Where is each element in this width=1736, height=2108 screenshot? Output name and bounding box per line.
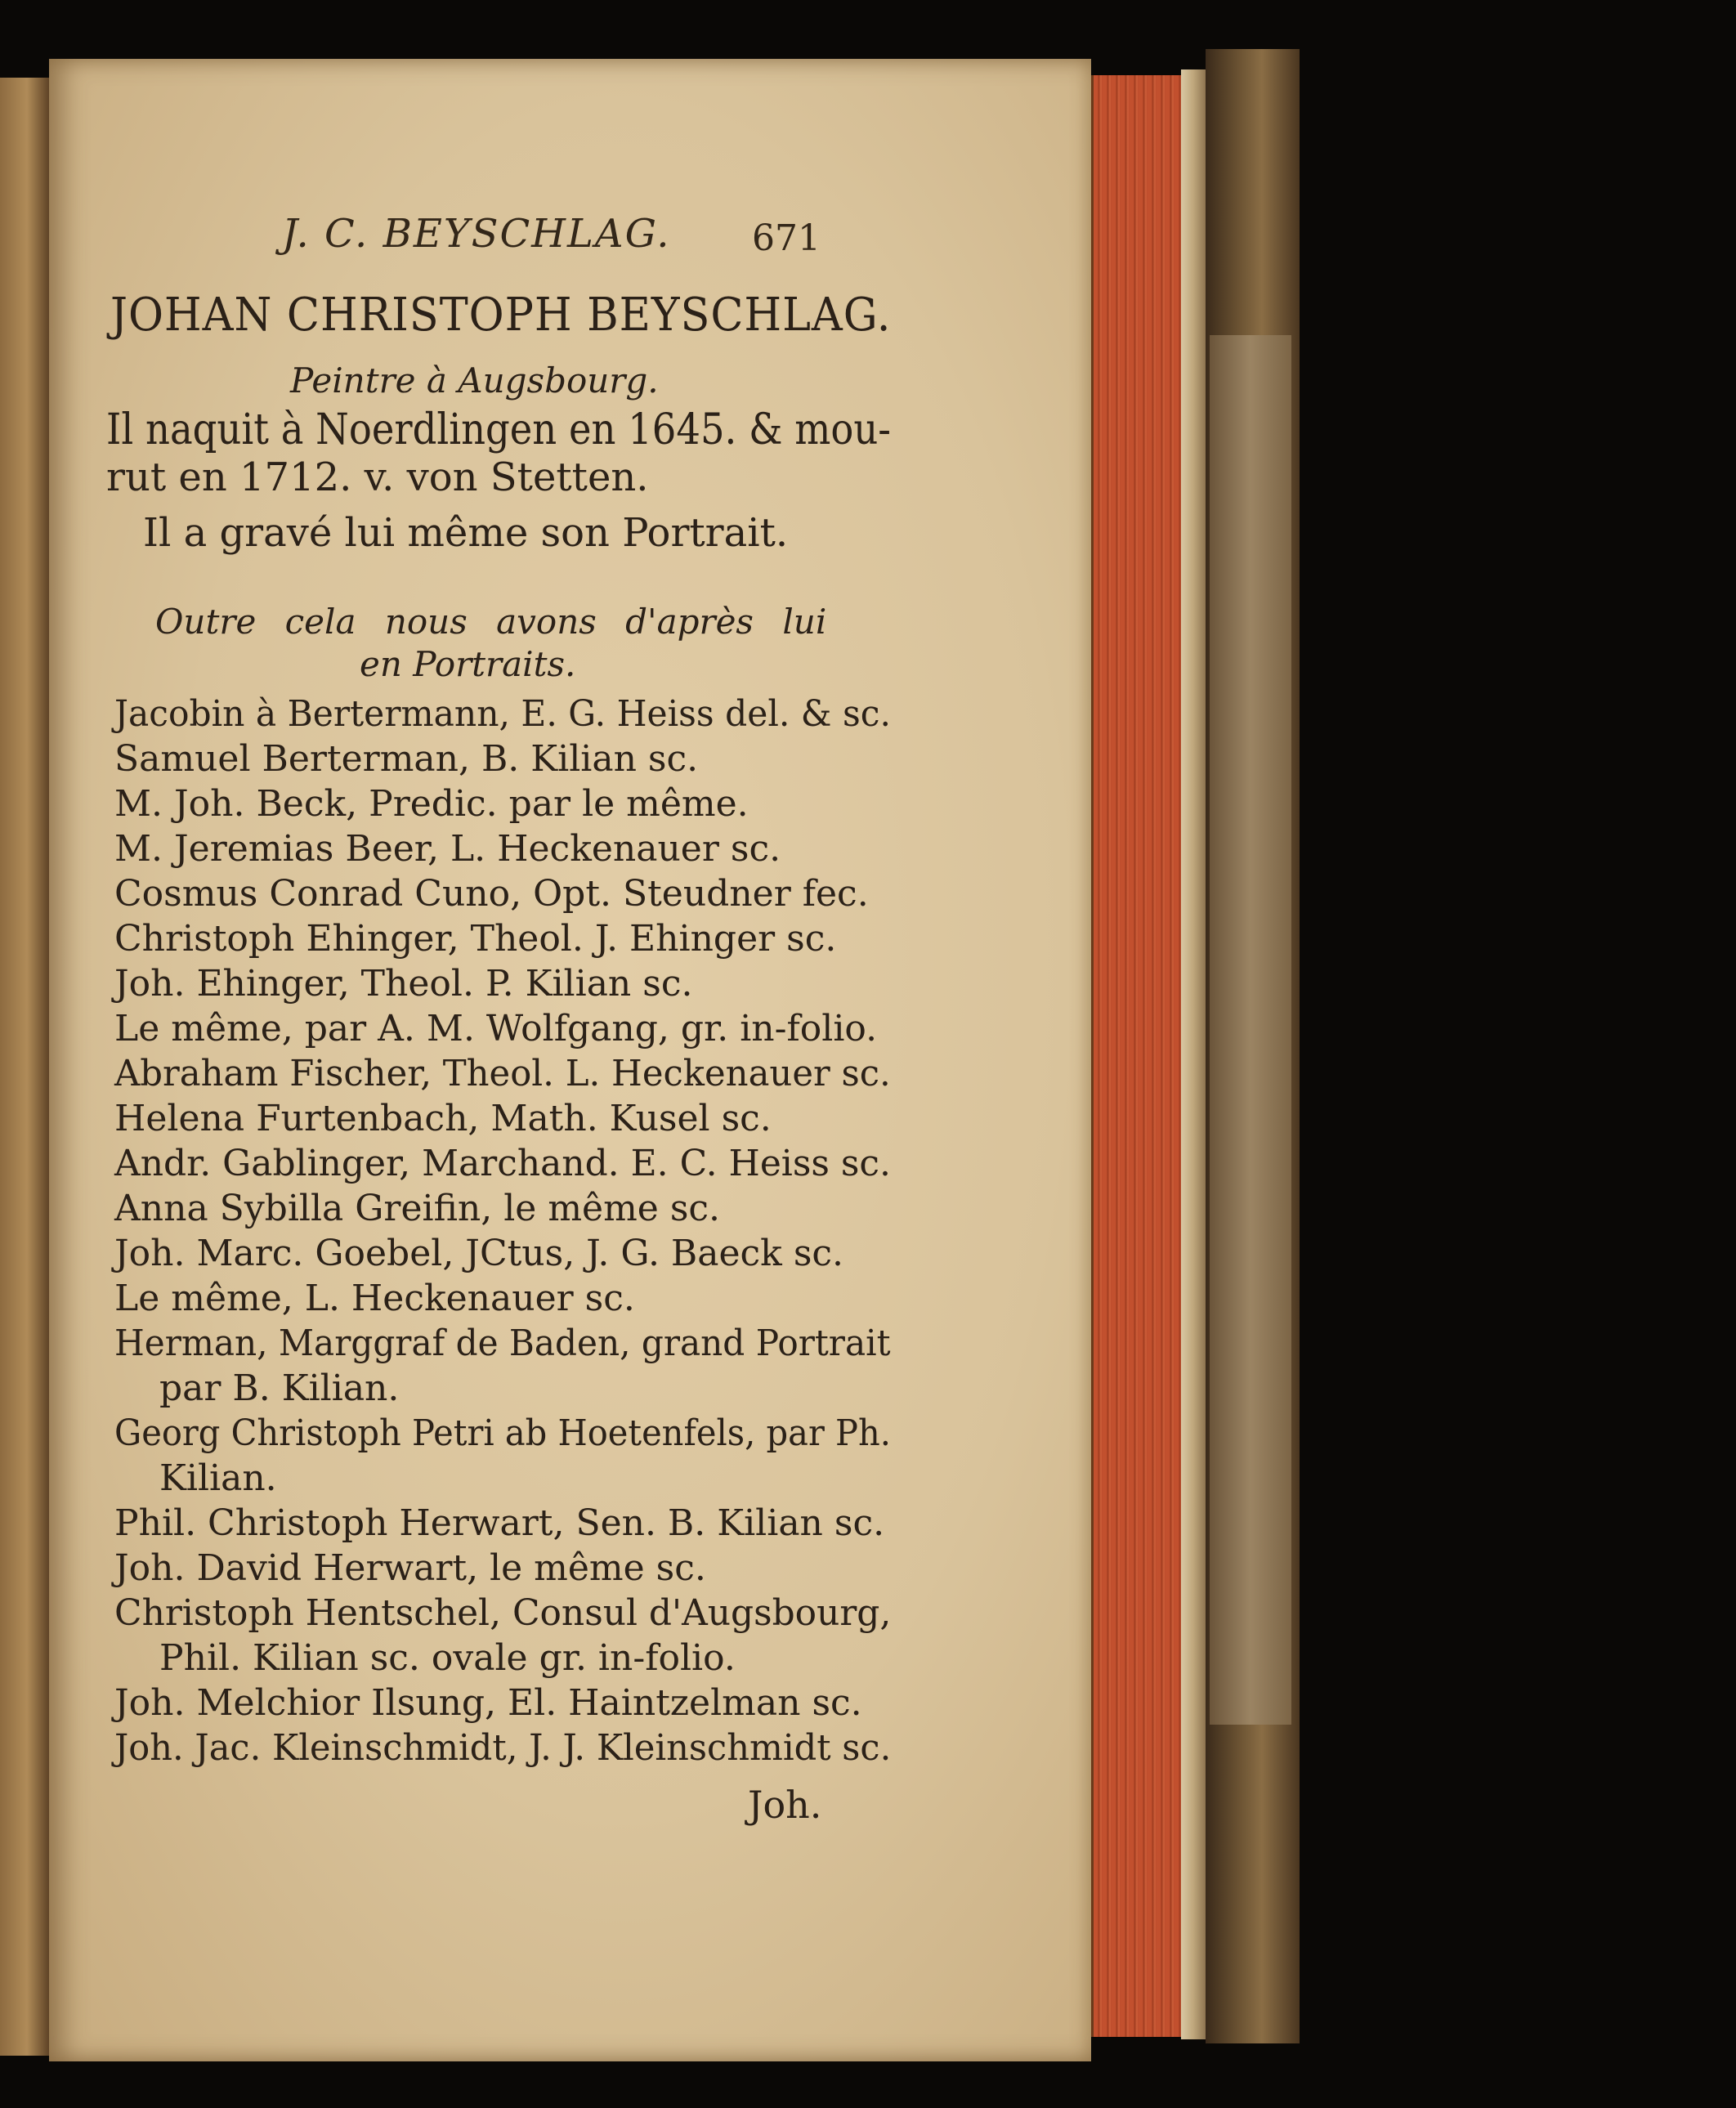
portrait-entry: par B. Kilian. (159, 1367, 400, 1409)
portrait-entry: Cosmus Conrad Cuno, Opt. Steudner fec. (114, 873, 869, 915)
portrait-entry: M. Joh. Beck, Predic. par le même. (114, 783, 749, 825)
portrait-entry: Georg Christoph Petri ab Hoetenfels, par Ph. (114, 1412, 892, 1454)
section-heading: Outre cela nous avons d'après lui (155, 602, 827, 642)
portrait-entry: Herman, Marggraf de Baden, grand Portrait (114, 1323, 891, 1364)
portrait-entry: Joh. Ehinger, Theol. P. Kilian sc. (114, 963, 693, 1005)
portrait-entry: Samuel Berterman, B. Kilian sc. (114, 738, 699, 780)
portrait-entry: Christoph Ehinger, Theol. J. Ehinger sc. (114, 918, 837, 960)
portrait-entry: Joh. David Herwart, le même sc. (114, 1547, 706, 1589)
portrait-entry: Joh. Marc. Goebel, JCtus, J. G. Baeck sc. (114, 1233, 844, 1274)
portrait-entry: Kilian. (159, 1457, 277, 1499)
portrait-entry: Phil. Kilian sc. ovale gr. in-folio. (159, 1637, 736, 1679)
red-page-edges (1091, 75, 1183, 2037)
portrait-entry: Phil. Christoph Herwart, Sen. B. Kilian sc. (114, 1502, 885, 1544)
paragraph-line: Il a gravé lui même son Portrait. (143, 510, 789, 556)
entry-title: JOHAN CHRISTOPH BEYSCHLAG. (110, 289, 892, 342)
paragraph-line: rut en 1712. v. von Stetten. (106, 454, 649, 500)
page-block-edge (1181, 69, 1206, 2039)
section-heading: en Portraits. (360, 644, 576, 684)
portrait-entry: Abraham Fischer, Theol. L. Heckenauer sc. (114, 1053, 891, 1094)
paragraph-line: Il naquit à Noerdlingen en 1645. & mou- (106, 405, 891, 454)
portrait-entry: Andr. Gablinger, Marchand. E. C. Heiss sc. (114, 1143, 891, 1184)
left-page-edge (0, 78, 49, 2056)
portrait-entry: Joh. Melchior Ilsung, El. Haintzelman sc. (114, 1682, 862, 1724)
running-head: J. C. BEYSCHLAG. (282, 211, 671, 257)
page-number: 671 (752, 217, 821, 259)
cover-board (1210, 335, 1291, 1725)
portrait-entry: M. Jeremias Beer, L. Heckenauer sc. (114, 828, 781, 870)
catchword: Joh. (748, 1783, 822, 1827)
portrait-entry: Le même, L. Heckenauer sc. (114, 1278, 635, 1319)
entry-subtitle: Peintre à Augsbourg. (290, 360, 659, 401)
portrait-entry: Helena Furtenbach, Math. Kusel sc. (114, 1098, 772, 1139)
portrait-entry: Christoph Hentschel, Consul d'Augsbourg, (114, 1592, 892, 1634)
portrait-entry: Le même, par A. M. Wolfgang, gr. in-folio. (114, 1008, 878, 1050)
portrait-entry: Anna Sybilla Greifin, le même sc. (114, 1188, 721, 1229)
portrait-entry: Joh. Jac. Kleinschmidt, J. J. Kleinschmidt sc. (114, 1727, 892, 1769)
portrait-entry: Jacobin à Bertermann, E. G. Heiss del. & sc. (114, 693, 891, 735)
